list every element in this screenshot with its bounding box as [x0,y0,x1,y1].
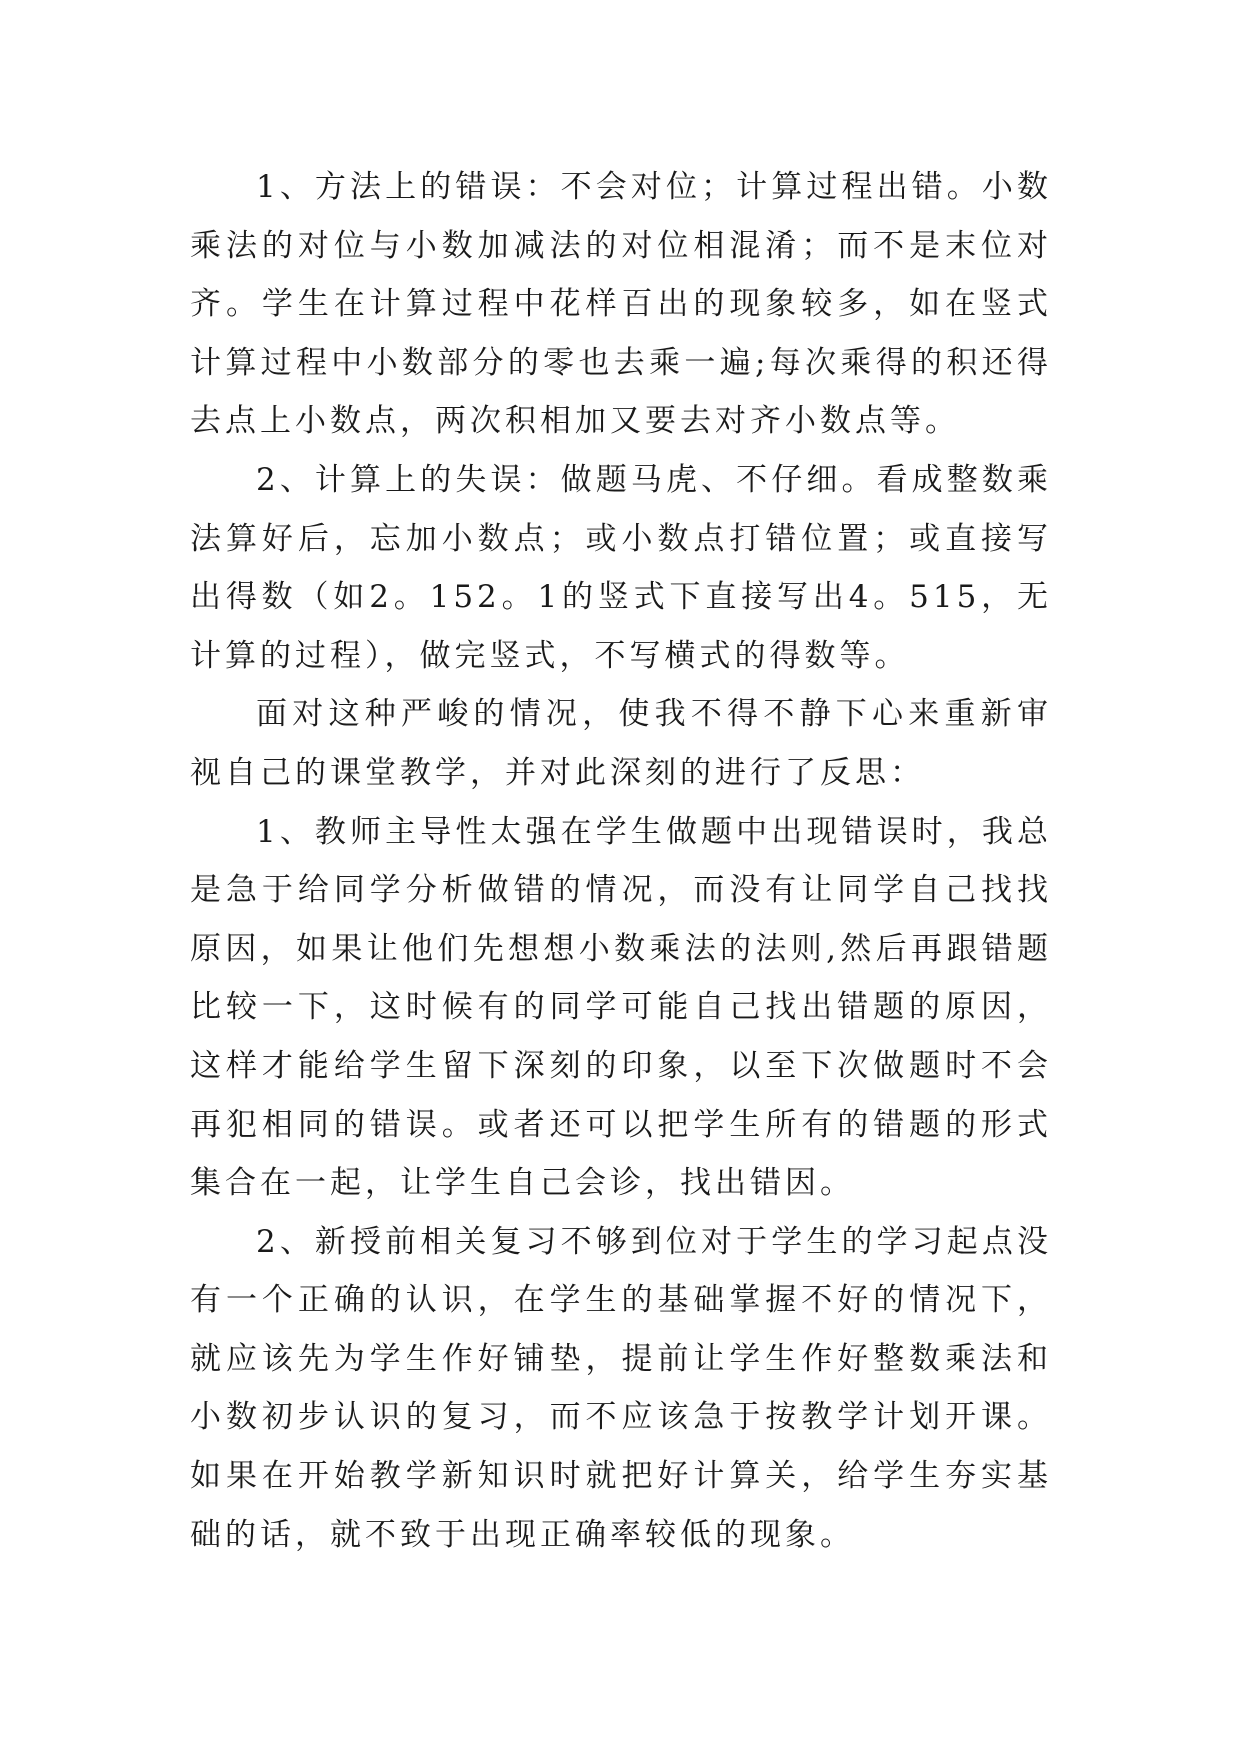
paragraph-teacher-dominance: 1、教师主导性太强在学生做题中出现错误时，我总是急于给同学分析做错的情况，而没有让同学自己找找原因，如果让他们先想想小数乘法的法则,然后再跟错题比较一下，这时候有的同学可能自己找出错题的原因，这样才能给学生留下深刻的印象，以至下次做题时不会再犯相同的错误。或者还可以把学生所有的错题的形式集合在一起，让学生自己会诊，找出错因。 [190,813,1052,1202]
document-body [190,158,1052,1564]
paragraph-calculation-mistakes: 2、计算上的失误：做题马虎、不仔细。看成整数乘法算好后，忘加小数点；或小数点打错位置；或直接写出得数（如2。152。1的竖式下直接写出4。515，无计算的过程），做完竖式，不写横式的得数等。 [190,461,1052,674]
paragraph-reflection-intro: 面对这种严峻的情况，使我不得不静下心来重新审视自己的课堂教学，并对此深刻的进行了反思： [190,696,1052,791]
paragraph-review-insufficient: 2、新授前相关复习不够到位对于学生的学习起点没有一个正确的认识，在学生的基础掌握不好的情况下，就应该先为学生作好铺垫，提前让学生作好整数乘法和小数初步认识的复习，而不应该急于按教学计划开课。如果在开始教学新知识时就把好计算关，给学生夯实基础的话，就不致于出现正确率较低的现象。 [190,1223,1052,1553]
paragraph-method-errors: 1、方法上的错误：不会对位；计算过程出错。小数乘法的对位与小数加减法的对位相混淆；而不是末位对齐。学生在计算过程中花样百出的现象较多，如在竖式计算过程中小数部分的零也去乘一遍;每次乘得的积还得去点上小数点，两次积相加又要去对齐小数点等。 [190,169,1052,440]
